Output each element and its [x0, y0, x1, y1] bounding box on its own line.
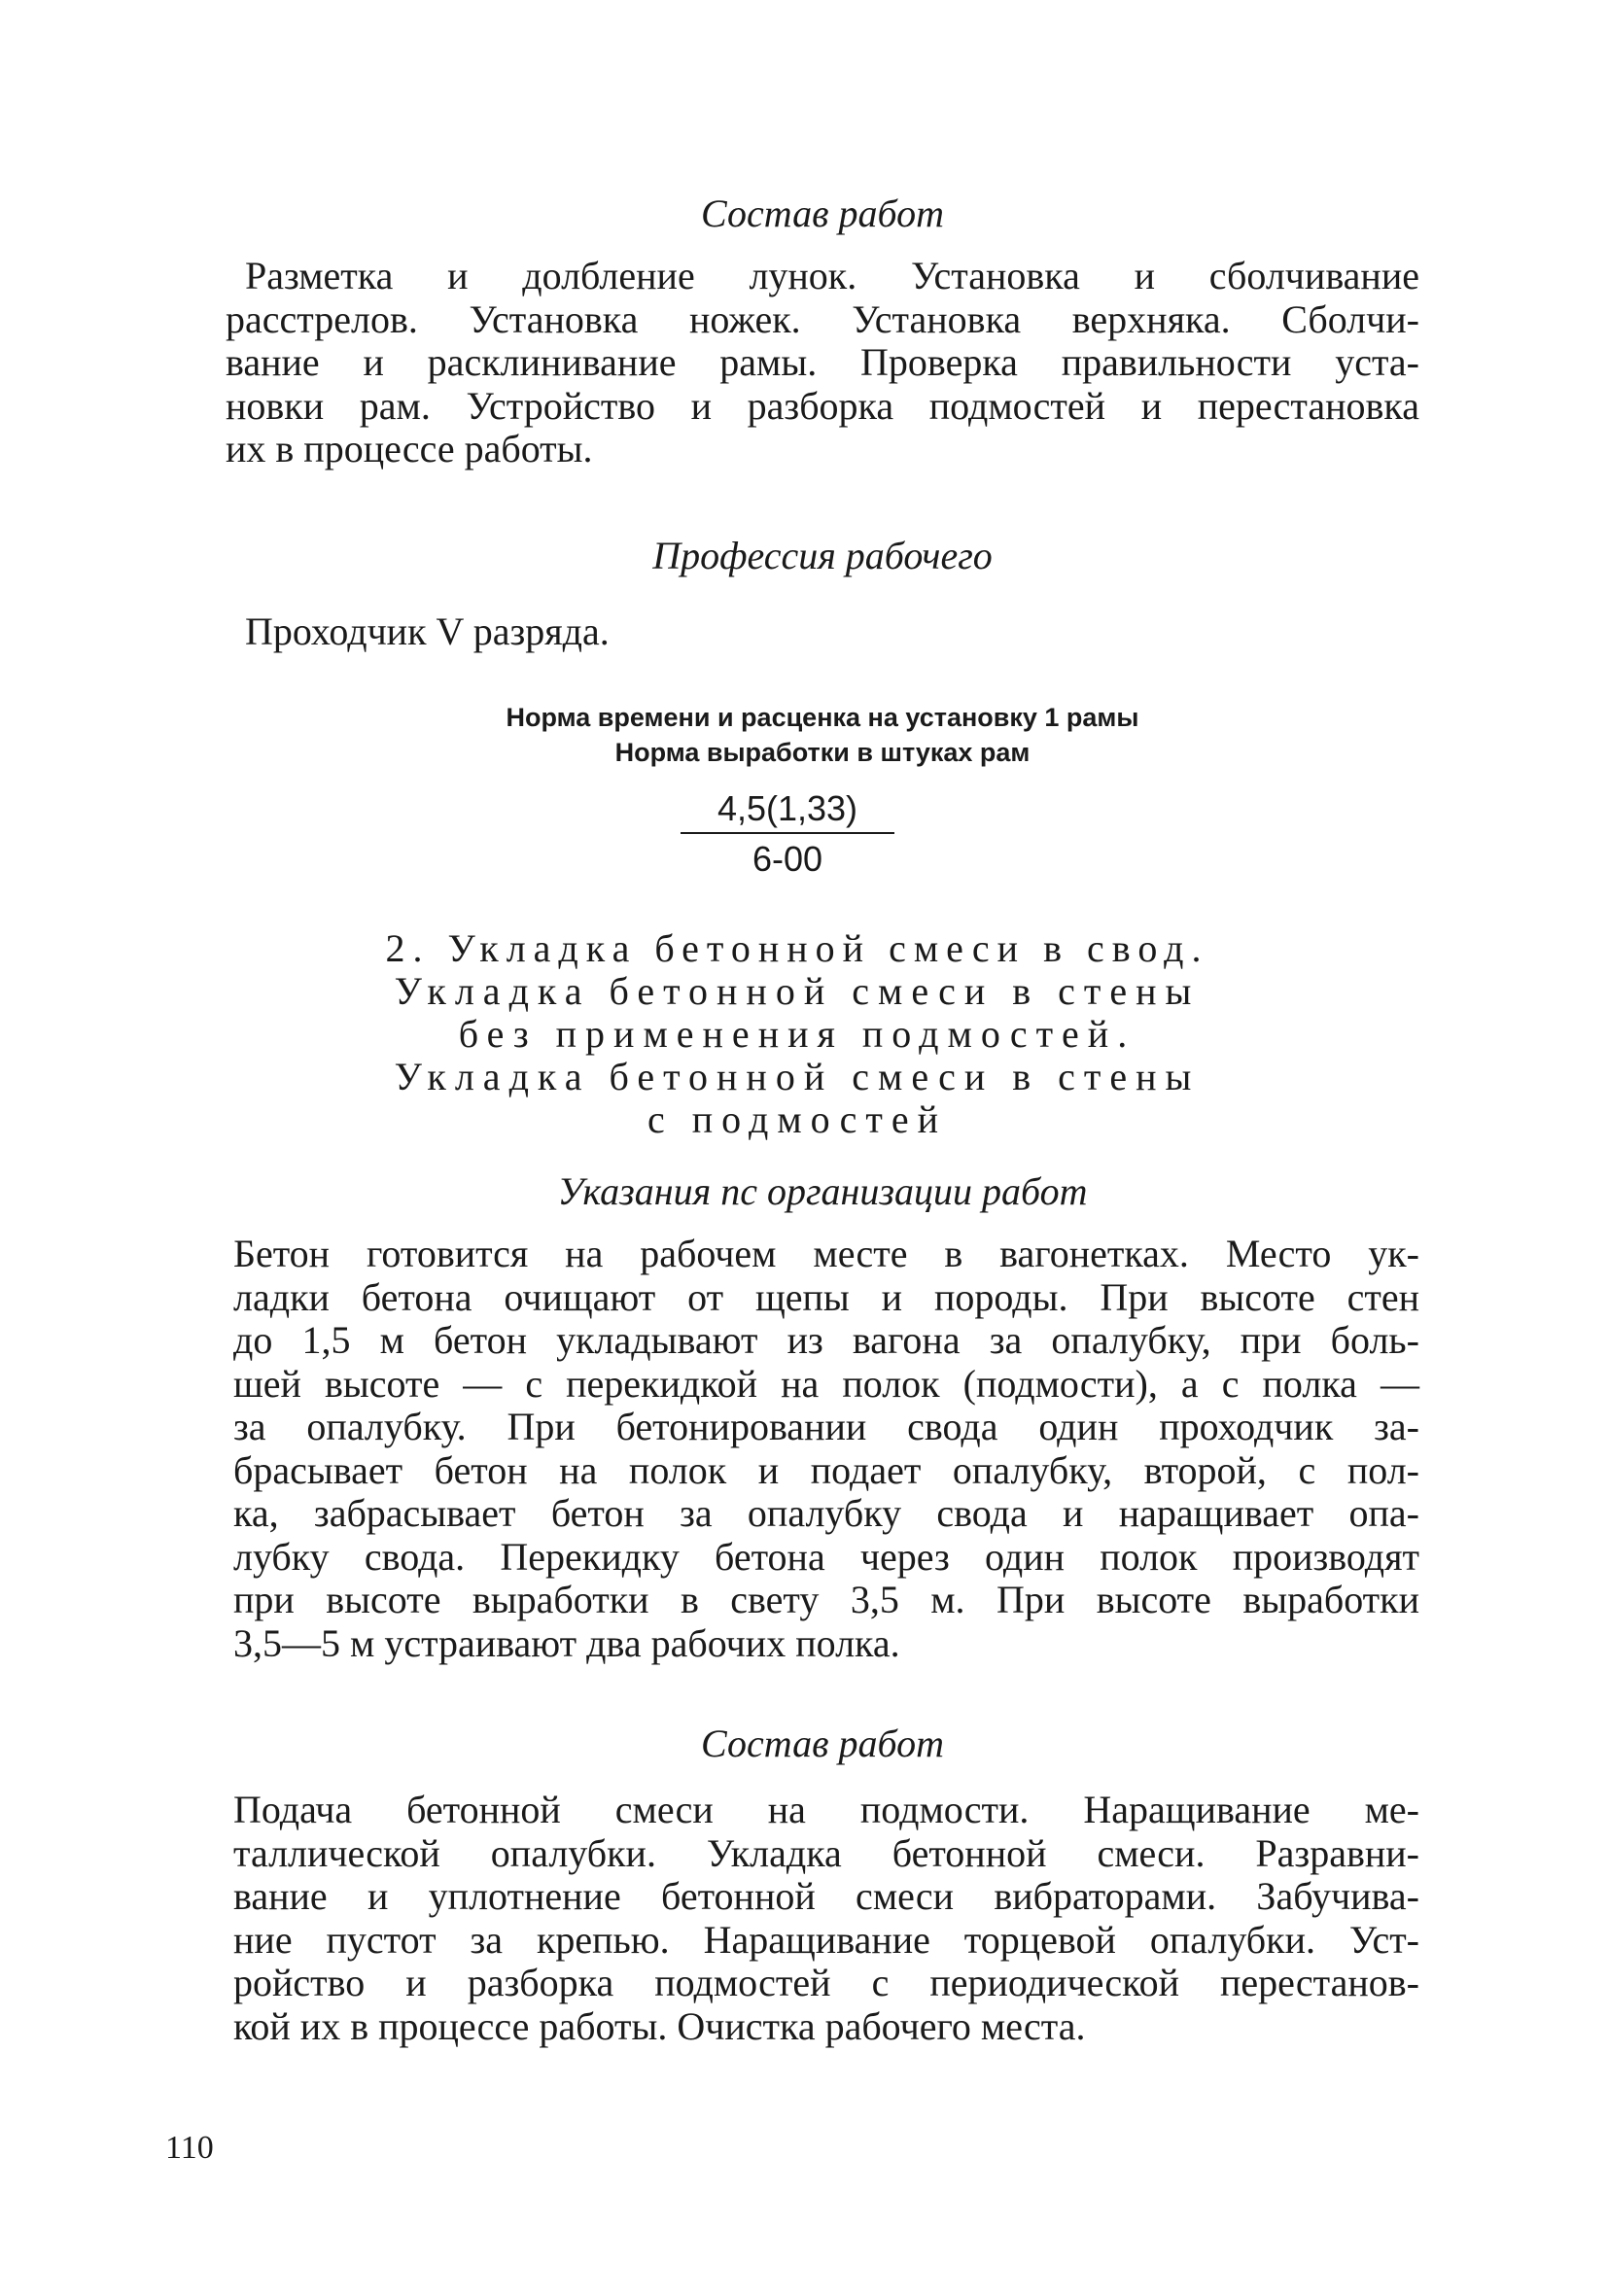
page-number: 110	[165, 2130, 214, 2166]
section3-paragraph	[233, 1789, 1419, 2048]
text-line: новки рам. Устройство и разборка подмостей и перестановка	[226, 383, 1419, 428]
norm-title-line-1: Норма времени и расценка на установку 1 рамы	[506, 703, 1139, 732]
text-line: их в процессе работы.	[226, 427, 593, 470]
norm-title-line-2: Норма выработки в штуках рам	[614, 738, 1031, 767]
section2-title-line: 2. Укладка бетонной смеси в свод.	[385, 926, 1209, 970]
text-line: за опалубку. При бетонировании свода один проходчик за-	[233, 1405, 1419, 1448]
text-line: 3,5—5 м устраивают два рабочих полка.	[233, 1620, 900, 1665]
profession-value: Проходчик V разряда.	[245, 609, 610, 653]
instructions-paragraph	[233, 1233, 1419, 1665]
text-line: ладки бетона очищают от щепы и породы. При высоте стен	[233, 1274, 1419, 1319]
section2-title-line: без применения подмостей.	[458, 1012, 1136, 1056]
section2-title-line: с подмостей	[647, 1097, 948, 1141]
text-line: шей высоте — с перекидкой на полок (подмости), а с полка —	[233, 1361, 1419, 1406]
text-line: расстрелов. Установка ножек. Установка верхняка. Сболчи-	[226, 296, 1419, 341]
section2-title	[292, 927, 1303, 1141]
text-line: кой их в процессе работы. Очистка рабочего места.	[233, 2003, 1086, 2048]
text-line: ка, забрасывает бетон за опалубку свода и наращивает опа-	[233, 1491, 1419, 1535]
text-line: ройство и разборка подмостей с периодической перестанов-	[233, 1961, 1419, 2004]
norm-numerator: 4,5(1,33)	[717, 788, 858, 828]
norm-title	[226, 700, 1419, 770]
section2-title-line: Укладка бетонной смеси в стены	[394, 1055, 1201, 1098]
fraction-bar	[681, 832, 894, 834]
text-line: вание и расклинивание рамы. Проверка правильности уста-	[226, 340, 1419, 384]
profession-heading: Профессия рабочего	[652, 534, 993, 577]
section2-title-line: Укладка бетонной смеси в стены	[394, 969, 1201, 1013]
section3-heading: Состав работ	[701, 1722, 944, 1765]
instructions-heading: Указания пс организации работ	[557, 1169, 1088, 1213]
text-line: при высоте выработки в свету 3,5 м. При высоте выработки	[233, 1578, 1419, 1621]
text-line: Подача бетонной смеси на подмости. Наращивание ме-	[233, 1788, 1419, 1831]
text-line: брасывает бетон на полок и подает опалубку, второй, с пол-	[233, 1447, 1419, 1492]
profession-text	[245, 610, 1439, 653]
text-line: вание и уплотнение бетонной смеси вибраторами. Забучива-	[233, 1874, 1419, 1918]
text-line: Разметка и долбление лунок. Установка и сболчивание	[245, 254, 1419, 297]
norm-denominator: 6-00	[752, 839, 823, 879]
text-line: ние пустот за крепью. Наращивание торцевой опалубки. Уст-	[233, 1917, 1419, 1962]
text-line: лубку свода. Перекидку бетона через один полок производят	[233, 1534, 1419, 1579]
text-line: до 1,5 м бетон укладывают из вагона за опалубку, при боль-	[233, 1318, 1419, 1362]
section1-heading: Состав работ	[701, 191, 944, 235]
section1-paragraph	[226, 254, 1419, 471]
text-line: Бетон готовится на рабочем месте в вагонетках. Место ук-	[233, 1232, 1419, 1275]
norm-fraction	[681, 787, 894, 881]
text-line: таллической опалубки. Укладка бетонной смеси. Разравни-	[233, 1830, 1419, 1875]
